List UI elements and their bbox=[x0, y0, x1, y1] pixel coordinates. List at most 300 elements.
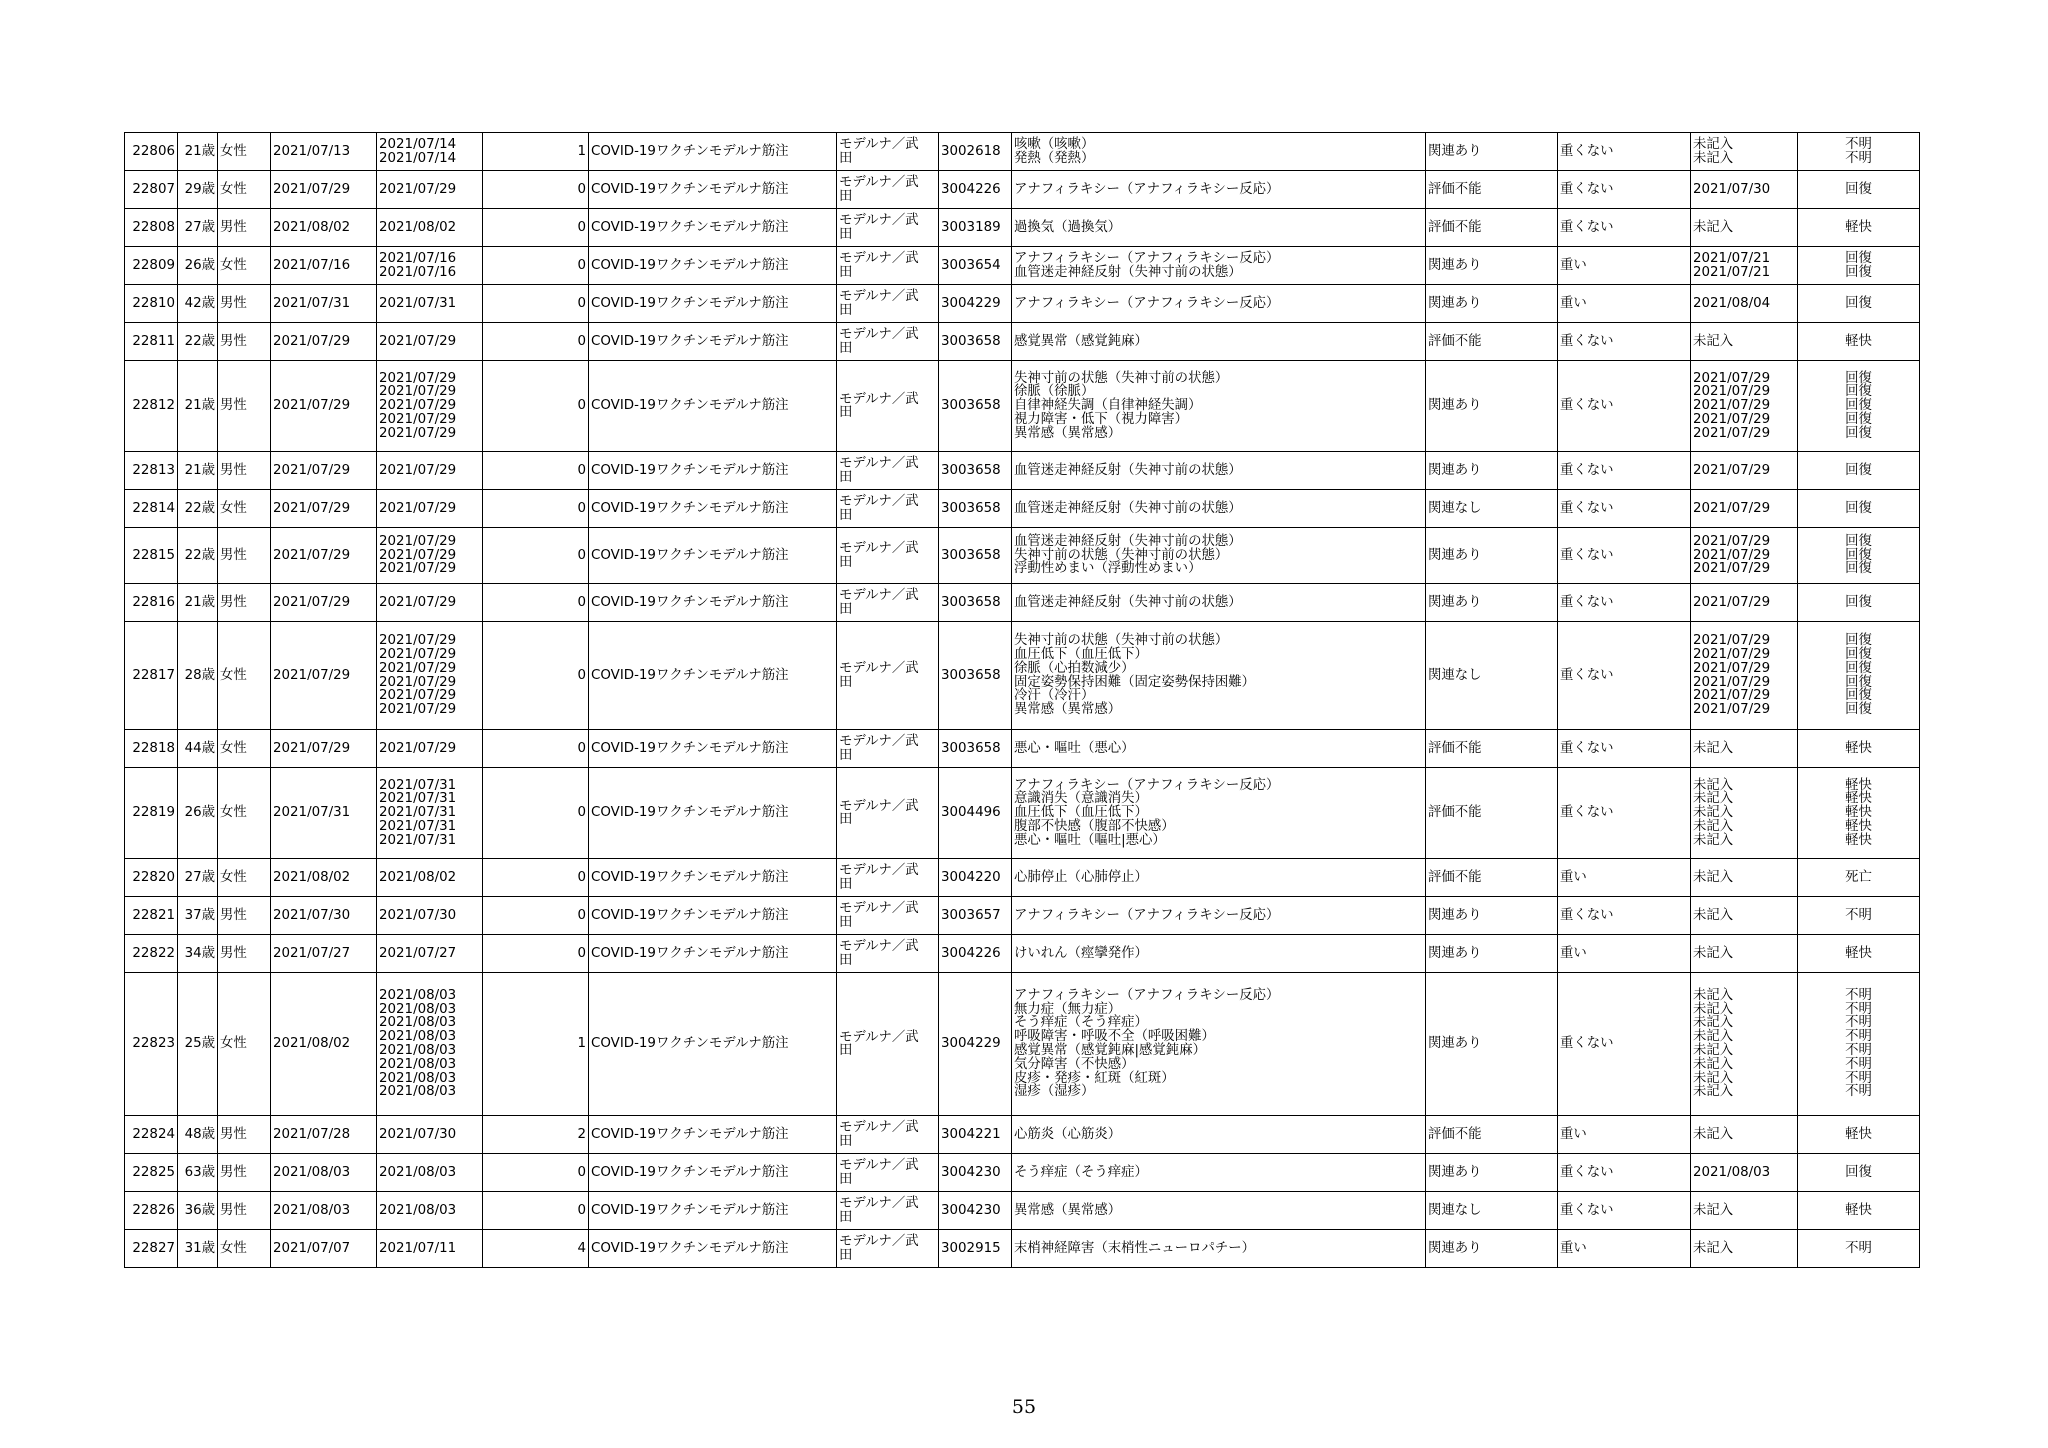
age-cell: 48歳 bbox=[178, 1116, 218, 1154]
symptom-cell-line: 血管迷走神経反射（失神寸前の状態） bbox=[1014, 500, 1242, 516]
causality-cell: 関連あり bbox=[1426, 1154, 1558, 1192]
days-to-onset-cell: 1 bbox=[483, 133, 589, 171]
outcome-cell-line: 不明 bbox=[1845, 1084, 1872, 1100]
outcome-date-cell-line: 2021/07/29 bbox=[1693, 594, 1771, 610]
case-id-cell: 22822 bbox=[125, 935, 178, 973]
onset-date-cell-line: 2021/07/31 bbox=[379, 791, 457, 807]
symptom-cell bbox=[1012, 171, 1426, 209]
vaccination-date-cell: 2021/07/27 bbox=[271, 935, 377, 973]
manufacturer-cell-line: 田 bbox=[839, 150, 853, 166]
vaccination-date-cell: 2021/08/02 bbox=[271, 859, 377, 897]
symptom-cell-line: 気分障害（不快感） bbox=[1014, 1056, 1135, 1072]
outcome-cell-line: 回復 bbox=[1845, 533, 1872, 549]
outcome-cell-line: 軽快 bbox=[1845, 805, 1872, 821]
lot-number-cell: 3002618 bbox=[939, 133, 1012, 171]
vaccine-name-cell: COVID-19ワクチンモデルナ筋注 bbox=[589, 452, 837, 490]
outcome-date-cell bbox=[1691, 285, 1798, 323]
symptom-cell-line: 徐脈（心拍数減少） bbox=[1014, 660, 1135, 676]
outcome-cell-line: 不明 bbox=[1845, 1029, 1872, 1045]
outcome-date-cell bbox=[1691, 452, 1798, 490]
symptom-cell bbox=[1012, 1154, 1426, 1192]
onset-date-cell-line: 2021/07/30 bbox=[379, 907, 457, 923]
onset-date-cell-line: 2021/08/03 bbox=[379, 1070, 457, 1086]
vaccination-date-cell: 2021/07/29 bbox=[271, 584, 377, 622]
outcome-cell-line: 回復 bbox=[1845, 547, 1872, 563]
causality-cell: 評価不能 bbox=[1426, 859, 1558, 897]
outcome-cell-line: 不明 bbox=[1845, 1015, 1872, 1031]
symptom-cell-line: 血管迷走神経反射（失神寸前の状態） bbox=[1014, 533, 1242, 549]
causality-cell: 評価不能 bbox=[1426, 768, 1558, 859]
age-cell: 21歳 bbox=[178, 452, 218, 490]
case-id-cell: 22825 bbox=[125, 1154, 178, 1192]
outcome-cell bbox=[1798, 247, 1920, 285]
causality-cell: 関連あり bbox=[1426, 452, 1558, 490]
manufacturer-cell-line: モデルナ／武 bbox=[839, 175, 919, 191]
outcome-date-cell-line: 2021/07/29 bbox=[1693, 384, 1771, 400]
outcome-cell bbox=[1798, 361, 1920, 452]
manufacturer-cell-line: 田 bbox=[839, 405, 853, 420]
symptom-cell-line: そう痒症（そう痒症） bbox=[1014, 1164, 1148, 1180]
outcome-date-cell bbox=[1691, 361, 1798, 452]
onset-date-cell bbox=[377, 1230, 483, 1268]
outcome-date-cell bbox=[1691, 528, 1798, 584]
outcome-cell-line: 回復 bbox=[1845, 264, 1872, 280]
manufacturer-cell-line: モデルナ／武 bbox=[839, 1158, 919, 1174]
symptom-cell-line: アナフィラキシー（アナフィラキシー反応） bbox=[1014, 295, 1280, 311]
symptom-cell bbox=[1012, 1230, 1426, 1268]
case-id-cell: 22814 bbox=[125, 490, 178, 528]
onset-date-cell-line: 2021/07/11 bbox=[379, 1240, 457, 1256]
lot-number-cell: 3004220 bbox=[939, 859, 1012, 897]
onset-date-cell-line: 2021/07/29 bbox=[379, 561, 457, 577]
symptom-cell-line: 悪心・嘔吐（嘔吐|悪心） bbox=[1014, 832, 1166, 848]
onset-date-cell-line: 2021/07/29 bbox=[379, 370, 457, 386]
outcome-date-cell-line: 2021/07/29 bbox=[1693, 462, 1771, 478]
outcome-date-cell bbox=[1691, 209, 1798, 247]
vaccine-name-cell: COVID-19ワクチンモデルナ筋注 bbox=[589, 171, 837, 209]
severity-cell: 重くない bbox=[1558, 490, 1691, 528]
severity-cell: 重くない bbox=[1558, 622, 1691, 730]
onset-date-cell-line: 2021/07/14 bbox=[379, 150, 457, 166]
symptom-cell-line: 無力症（無力症） bbox=[1014, 1001, 1122, 1017]
outcome-cell-line: 回復 bbox=[1845, 398, 1872, 414]
outcome-date-cell-line: 2021/07/29 bbox=[1693, 425, 1771, 441]
sex-cell: 女性 bbox=[218, 133, 271, 171]
lot-number-cell: 3004229 bbox=[939, 973, 1012, 1116]
causality-cell: 評価不能 bbox=[1426, 730, 1558, 768]
manufacturer-cell bbox=[837, 323, 939, 361]
symptom-cell-line: 悪心・嘔吐（悪心） bbox=[1014, 740, 1135, 756]
vaccination-date-cell: 2021/07/31 bbox=[271, 768, 377, 859]
outcome-cell-line: 軽快 bbox=[1845, 333, 1872, 349]
days-to-onset-cell: 0 bbox=[483, 171, 589, 209]
symptom-cell-line: 心筋炎（心筋炎） bbox=[1014, 1126, 1122, 1142]
age-cell: 22歳 bbox=[178, 490, 218, 528]
outcome-date-cell-line: 2021/07/29 bbox=[1693, 674, 1771, 690]
outcome-date-cell bbox=[1691, 622, 1798, 730]
outcome-cell-line: 不明 bbox=[1845, 150, 1872, 166]
table-row bbox=[125, 528, 1920, 584]
outcome-cell bbox=[1798, 1154, 1920, 1192]
onset-date-cell bbox=[377, 452, 483, 490]
onset-date-cell-line: 2021/07/16 bbox=[379, 250, 457, 266]
vaccination-date-cell: 2021/07/29 bbox=[271, 528, 377, 584]
outcome-date-cell-line: 2021/07/29 bbox=[1693, 646, 1771, 662]
onset-date-cell-line: 2021/07/31 bbox=[379, 295, 457, 311]
severity-cell: 重くない bbox=[1558, 730, 1691, 768]
days-to-onset-cell: 0 bbox=[483, 584, 589, 622]
manufacturer-cell bbox=[837, 584, 939, 622]
outcome-cell bbox=[1798, 730, 1920, 768]
case-id-cell: 22811 bbox=[125, 323, 178, 361]
lot-number-cell: 3003654 bbox=[939, 247, 1012, 285]
symptom-cell-line: 過換気（過換気） bbox=[1014, 219, 1122, 235]
symptom-cell-line: 異常感（異常感） bbox=[1014, 425, 1122, 441]
manufacturer-cell-line: 田 bbox=[839, 1247, 853, 1263]
age-cell: 22歳 bbox=[178, 323, 218, 361]
age-cell: 27歳 bbox=[178, 859, 218, 897]
manufacturer-cell bbox=[837, 452, 939, 490]
outcome-cell bbox=[1798, 973, 1920, 1116]
page-number: 55 bbox=[1011, 1396, 1037, 1418]
age-cell: 28歳 bbox=[178, 622, 218, 730]
onset-date-cell-line: 2021/08/03 bbox=[379, 1056, 457, 1072]
symptom-cell bbox=[1012, 323, 1426, 361]
symptom-cell-line: 冷汗（冷汗） bbox=[1014, 688, 1095, 704]
manufacturer-cell-line: モデルナ／武 bbox=[839, 137, 919, 153]
symptom-cell bbox=[1012, 859, 1426, 897]
outcome-cell-line: 回復 bbox=[1845, 384, 1872, 400]
onset-date-cell-line: 2021/07/29 bbox=[379, 181, 457, 197]
vaccine-name-cell: COVID-19ワクチンモデルナ筋注 bbox=[589, 622, 837, 730]
vaccine-name-cell: COVID-19ワクチンモデルナ筋注 bbox=[589, 528, 837, 584]
age-cell: 34歳 bbox=[178, 935, 218, 973]
outcome-cell bbox=[1798, 859, 1920, 897]
table-row bbox=[125, 622, 1920, 730]
onset-date-cell bbox=[377, 528, 483, 584]
outcome-date-cell bbox=[1691, 897, 1798, 935]
outcome-date-cell-line: 未記入 bbox=[1693, 818, 1734, 834]
onset-date-cell bbox=[377, 622, 483, 730]
outcome-cell-line: 回復 bbox=[1845, 561, 1872, 577]
lot-number-cell: 3003189 bbox=[939, 209, 1012, 247]
table-row bbox=[125, 1230, 1920, 1268]
severity-cell: 重くない bbox=[1558, 323, 1691, 361]
onset-date-cell-line: 2021/07/29 bbox=[379, 547, 457, 563]
onset-date-cell bbox=[377, 247, 483, 285]
onset-date-cell bbox=[377, 584, 483, 622]
outcome-cell bbox=[1798, 285, 1920, 323]
outcome-cell-line: 不明 bbox=[1845, 1070, 1872, 1086]
age-cell: 27歳 bbox=[178, 209, 218, 247]
vaccine-name-cell: COVID-19ワクチンモデルナ筋注 bbox=[589, 1192, 837, 1230]
symptom-cell-line: 失神寸前の状態（失神寸前の状態） bbox=[1014, 370, 1229, 386]
outcome-cell-line: 軽快 bbox=[1845, 777, 1872, 793]
vaccine-name-cell: COVID-19ワクチンモデルナ筋注 bbox=[589, 730, 837, 768]
manufacturer-cell-line: モデルナ／武 bbox=[839, 1196, 919, 1212]
vaccination-date-cell: 2021/08/03 bbox=[271, 1154, 377, 1192]
days-to-onset-cell: 0 bbox=[483, 730, 589, 768]
outcome-date-cell-line: 2021/07/29 bbox=[1693, 500, 1771, 516]
onset-date-cell-line: 2021/08/02 bbox=[379, 869, 457, 885]
lot-number-cell: 3003658 bbox=[939, 730, 1012, 768]
symptom-cell bbox=[1012, 622, 1426, 730]
outcome-cell bbox=[1798, 209, 1920, 247]
onset-date-cell-line: 2021/07/31 bbox=[379, 832, 457, 848]
causality-cell: 関連あり bbox=[1426, 247, 1558, 285]
age-cell: 63歳 bbox=[178, 1154, 218, 1192]
outcome-cell bbox=[1798, 622, 1920, 730]
severity-cell: 重くない bbox=[1558, 361, 1691, 452]
symptom-cell-line: 異常感（異常感） bbox=[1014, 1202, 1122, 1218]
onset-date-cell bbox=[377, 973, 483, 1116]
causality-cell: 関連あり bbox=[1426, 584, 1558, 622]
days-to-onset-cell: 0 bbox=[483, 935, 589, 973]
onset-date-cell-line: 2021/07/29 bbox=[379, 660, 457, 676]
severity-cell: 重くない bbox=[1558, 584, 1691, 622]
outcome-cell-line: 軽快 bbox=[1845, 1202, 1872, 1218]
manufacturer-cell-line: 田 bbox=[839, 302, 853, 318]
outcome-date-cell bbox=[1691, 859, 1798, 897]
sex-cell: 女性 bbox=[218, 768, 271, 859]
manufacturer-cell bbox=[837, 209, 939, 247]
symptom-cell bbox=[1012, 247, 1426, 285]
manufacturer-cell bbox=[837, 528, 939, 584]
outcome-cell bbox=[1798, 935, 1920, 973]
onset-date-cell-line: 2021/08/03 bbox=[379, 1164, 457, 1180]
outcome-cell bbox=[1798, 897, 1920, 935]
vaccination-date-cell: 2021/07/29 bbox=[271, 361, 377, 452]
table-row bbox=[125, 1192, 1920, 1230]
outcome-date-cell-line: 未記入 bbox=[1693, 945, 1734, 961]
symptom-cell-line: 血圧低下（血圧低下） bbox=[1014, 805, 1148, 821]
outcome-date-cell-line: 未記入 bbox=[1693, 1029, 1734, 1045]
days-to-onset-cell: 0 bbox=[483, 528, 589, 584]
manufacturer-cell-line: モデルナ／武 bbox=[839, 661, 919, 677]
manufacturer-cell-line: 田 bbox=[839, 554, 853, 570]
severity-cell: 重くない bbox=[1558, 133, 1691, 171]
outcome-cell bbox=[1798, 1192, 1920, 1230]
manufacturer-cell-line: 田 bbox=[839, 952, 853, 968]
symptom-cell-line: 湿疹（湿疹） bbox=[1014, 1084, 1095, 1100]
outcome-cell-line: 回復 bbox=[1845, 411, 1872, 427]
causality-cell: 評価不能 bbox=[1426, 1116, 1558, 1154]
manufacturer-cell bbox=[837, 622, 939, 730]
symptom-cell-line: アナフィラキシー（アナフィラキシー反応） bbox=[1014, 987, 1280, 1003]
outcome-cell bbox=[1798, 768, 1920, 859]
vaccine-name-cell: COVID-19ワクチンモデルナ筋注 bbox=[589, 584, 837, 622]
outcome-date-cell-line: 未記入 bbox=[1693, 1056, 1734, 1072]
outcome-date-cell-line: 未記入 bbox=[1693, 1070, 1734, 1086]
symptom-cell bbox=[1012, 730, 1426, 768]
lot-number-cell: 3003658 bbox=[939, 528, 1012, 584]
symptom-cell-line: 皮疹・発疹・紅斑（紅斑） bbox=[1014, 1070, 1175, 1086]
case-id-cell: 22809 bbox=[125, 247, 178, 285]
onset-date-cell bbox=[377, 935, 483, 973]
age-cell: 21歳 bbox=[178, 133, 218, 171]
symptom-cell bbox=[1012, 452, 1426, 490]
lot-number-cell: 3004226 bbox=[939, 171, 1012, 209]
vaccination-date-cell: 2021/07/29 bbox=[271, 323, 377, 361]
manufacturer-cell bbox=[837, 768, 939, 859]
outcome-date-cell bbox=[1691, 133, 1798, 171]
manufacturer-cell-line: モデルナ／武 bbox=[839, 734, 919, 750]
outcome-date-cell-line: 未記入 bbox=[1693, 791, 1734, 807]
outcome-cell-line: 軽快 bbox=[1845, 740, 1872, 756]
vaccine-name-cell: COVID-19ワクチンモデルナ筋注 bbox=[589, 973, 837, 1116]
symptom-cell bbox=[1012, 1192, 1426, 1230]
outcome-cell-line: 回復 bbox=[1845, 370, 1872, 386]
outcome-cell-line: 回復 bbox=[1845, 250, 1872, 266]
causality-cell: 評価不能 bbox=[1426, 209, 1558, 247]
outcome-date-cell-line: 未記入 bbox=[1693, 1240, 1734, 1256]
severity-cell: 重くない bbox=[1558, 973, 1691, 1116]
outcome-cell-line: 不明 bbox=[1845, 907, 1872, 923]
lot-number-cell: 3004230 bbox=[939, 1154, 1012, 1192]
manufacturer-cell-line: モデルナ／武 bbox=[839, 1234, 919, 1250]
vaccination-date-cell: 2021/07/13 bbox=[271, 133, 377, 171]
manufacturer-cell bbox=[837, 1154, 939, 1192]
days-to-onset-cell: 0 bbox=[483, 323, 589, 361]
onset-date-cell-line: 2021/07/29 bbox=[379, 425, 457, 441]
outcome-date-cell bbox=[1691, 973, 1798, 1116]
vaccination-date-cell: 2021/07/29 bbox=[271, 622, 377, 730]
outcome-date-cell-line: 2021/07/21 bbox=[1693, 250, 1771, 266]
case-id-cell: 22806 bbox=[125, 133, 178, 171]
manufacturer-cell bbox=[837, 859, 939, 897]
outcome-date-cell-line: 未記入 bbox=[1693, 136, 1734, 152]
outcome-cell-line: 軽快 bbox=[1845, 1126, 1872, 1142]
outcome-date-cell-line: 2021/07/29 bbox=[1693, 370, 1771, 386]
age-cell: 36歳 bbox=[178, 1192, 218, 1230]
outcome-date-cell-line: 未記入 bbox=[1693, 219, 1734, 235]
outcome-cell bbox=[1798, 490, 1920, 528]
sex-cell: 男性 bbox=[218, 528, 271, 584]
case-id-cell: 22824 bbox=[125, 1116, 178, 1154]
outcome-date-cell-line: 2021/07/29 bbox=[1693, 660, 1771, 676]
sex-cell: 男性 bbox=[218, 361, 271, 452]
outcome-cell-line: 不明 bbox=[1845, 1043, 1872, 1058]
outcome-date-cell-line: 未記入 bbox=[1693, 1084, 1734, 1100]
outcome-date-cell bbox=[1691, 1154, 1798, 1192]
symptom-cell-line: 自律神経失調（自律神経失調） bbox=[1014, 398, 1202, 414]
onset-date-cell-line: 2021/07/29 bbox=[379, 333, 457, 349]
sex-cell: 女性 bbox=[218, 730, 271, 768]
case-id-cell: 22817 bbox=[125, 622, 178, 730]
manufacturer-cell-line: モデルナ／武 bbox=[839, 494, 919, 510]
onset-date-cell-line: 2021/07/29 bbox=[379, 702, 457, 718]
vaccine-name-cell: COVID-19ワクチンモデルナ筋注 bbox=[589, 133, 837, 171]
manufacturer-cell bbox=[837, 171, 939, 209]
outcome-cell-line: 軽快 bbox=[1845, 945, 1872, 961]
outcome-date-cell bbox=[1691, 584, 1798, 622]
lot-number-cell: 3003658 bbox=[939, 584, 1012, 622]
days-to-onset-cell: 0 bbox=[483, 452, 589, 490]
table-body bbox=[125, 133, 1920, 1268]
outcome-date-cell-line: 2021/07/29 bbox=[1693, 547, 1771, 563]
onset-date-cell-line: 2021/07/27 bbox=[379, 945, 457, 961]
outcome-date-cell bbox=[1691, 935, 1798, 973]
outcome-date-cell-line: 未記入 bbox=[1693, 832, 1734, 848]
manufacturer-cell-line: モデルナ／武 bbox=[839, 1120, 919, 1136]
symptom-cell-line: アナフィラキシー（アナフィラキシー反応） bbox=[1014, 250, 1280, 266]
outcome-cell-line: 回復 bbox=[1845, 295, 1872, 311]
outcome-cell-line: 回復 bbox=[1845, 500, 1872, 516]
severity-cell: 重い bbox=[1558, 285, 1691, 323]
manufacturer-cell-line: モデルナ／武 bbox=[839, 213, 919, 229]
onset-date-cell-line: 2021/07/31 bbox=[379, 805, 457, 821]
lot-number-cell: 3003658 bbox=[939, 622, 1012, 730]
causality-cell: 関連あり bbox=[1426, 133, 1558, 171]
outcome-date-cell-line: 未記入 bbox=[1693, 1202, 1734, 1218]
symptom-cell bbox=[1012, 528, 1426, 584]
sex-cell: 女性 bbox=[218, 859, 271, 897]
outcome-date-cell-line: 未記入 bbox=[1693, 987, 1734, 1003]
outcome-date-cell-line: 未記入 bbox=[1693, 1001, 1734, 1017]
symptom-cell-line: 血管迷走神経反射（失神寸前の状態） bbox=[1014, 594, 1242, 610]
onset-date-cell bbox=[377, 897, 483, 935]
onset-date-cell-line: 2021/08/03 bbox=[379, 1043, 457, 1058]
onset-date-cell bbox=[377, 209, 483, 247]
vaccine-name-cell: COVID-19ワクチンモデルナ筋注 bbox=[589, 935, 837, 973]
outcome-cell-line: 不明 bbox=[1845, 987, 1872, 1003]
table-row bbox=[125, 768, 1920, 859]
manufacturer-cell-line: 田 bbox=[839, 1209, 853, 1225]
symptom-cell bbox=[1012, 361, 1426, 452]
lot-number-cell: 3004230 bbox=[939, 1192, 1012, 1230]
symptom-cell-line: そう痒症（そう痒症） bbox=[1014, 1015, 1148, 1031]
onset-date-cell-line: 2021/07/29 bbox=[379, 384, 457, 400]
case-id-cell: 22810 bbox=[125, 285, 178, 323]
onset-date-cell-line: 2021/08/03 bbox=[379, 1015, 457, 1031]
outcome-cell-line: 回復 bbox=[1845, 181, 1872, 197]
table-row bbox=[125, 897, 1920, 935]
sex-cell: 男性 bbox=[218, 1116, 271, 1154]
adverse-event-table bbox=[124, 132, 1920, 1268]
symptom-cell-line: 血管迷走神経反射（失神寸前の状態） bbox=[1014, 264, 1242, 280]
sex-cell: 男性 bbox=[218, 285, 271, 323]
symptom-cell bbox=[1012, 490, 1426, 528]
outcome-cell-line: 回復 bbox=[1845, 702, 1872, 718]
symptom-cell-line: 発熱（発熱） bbox=[1014, 150, 1095, 166]
manufacturer-cell bbox=[837, 1192, 939, 1230]
table-row bbox=[125, 859, 1920, 897]
vaccination-date-cell: 2021/07/29 bbox=[271, 490, 377, 528]
sex-cell: 男性 bbox=[218, 452, 271, 490]
onset-date-cell bbox=[377, 1192, 483, 1230]
sex-cell: 男性 bbox=[218, 1192, 271, 1230]
onset-date-cell bbox=[377, 323, 483, 361]
outcome-cell-line: 回復 bbox=[1845, 633, 1872, 649]
onset-date-cell-line: 2021/07/29 bbox=[379, 411, 457, 427]
days-to-onset-cell: 0 bbox=[483, 768, 589, 859]
age-cell: 44歳 bbox=[178, 730, 218, 768]
vaccine-name-cell: COVID-19ワクチンモデルナ筋注 bbox=[589, 285, 837, 323]
case-id-cell: 22812 bbox=[125, 361, 178, 452]
outcome-date-cell-line: 未記入 bbox=[1693, 1043, 1734, 1058]
sex-cell: 女性 bbox=[218, 622, 271, 730]
age-cell: 29歳 bbox=[178, 171, 218, 209]
outcome-date-cell-line: 未記入 bbox=[1693, 869, 1734, 885]
vaccine-name-cell: COVID-19ワクチンモデルナ筋注 bbox=[589, 1154, 837, 1192]
onset-date-cell-line: 2021/07/29 bbox=[379, 533, 457, 549]
outcome-date-cell bbox=[1691, 1192, 1798, 1230]
severity-cell: 重くない bbox=[1558, 209, 1691, 247]
days-to-onset-cell: 0 bbox=[483, 285, 589, 323]
outcome-date-cell-line: 未記入 bbox=[1693, 333, 1734, 349]
age-cell: 26歳 bbox=[178, 247, 218, 285]
outcome-date-cell-line: 2021/07/29 bbox=[1693, 633, 1771, 649]
